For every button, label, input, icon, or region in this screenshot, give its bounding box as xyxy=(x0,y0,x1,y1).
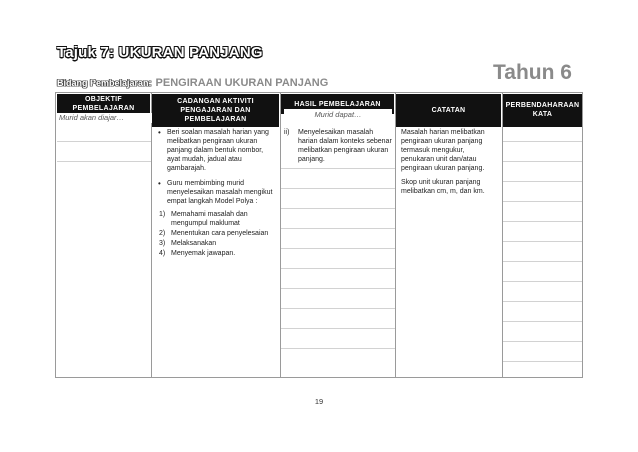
row-rule xyxy=(281,228,395,229)
header-activities-line2: PENGAJARAN DAN xyxy=(180,107,251,114)
polya-step xyxy=(157,210,275,228)
header-objective-line2: PEMBELAJARAN xyxy=(72,105,135,112)
column-divider xyxy=(395,93,396,377)
row-rule xyxy=(503,321,582,322)
row-rule xyxy=(503,221,582,222)
header-vocabulary xyxy=(503,94,582,127)
row-rule xyxy=(503,161,582,162)
polya-step-number: 1) xyxy=(159,211,166,218)
polya-step-text: Melaksanakan xyxy=(171,240,217,247)
header-vocabulary-line1: PERBENDAHARAAN xyxy=(505,102,580,109)
note-item: Masalah harian melibatkan pengiraan ukuran panjang termasuk mengukur, penukaran unit dan/atau pengiraan ukuran panjang. xyxy=(401,129,485,172)
column-divider xyxy=(151,93,152,377)
row-rule xyxy=(281,248,395,249)
outcome-text: Menyelesaikan masalah harian dalam konteks sebenar melibatkan pengiraan ukuran panjang. xyxy=(298,129,392,163)
header-activities-line1: CADANGAN AKTIVITI xyxy=(177,98,254,105)
polya-step-text: Menyemak jawapan. xyxy=(171,250,236,257)
polya-step xyxy=(157,229,275,238)
row-rule xyxy=(281,208,395,209)
row-rule xyxy=(503,141,582,142)
row-rule xyxy=(281,288,395,289)
learning-area-value: PENGIRAAN UKURAN PANJANG xyxy=(155,77,329,89)
row-rule xyxy=(57,141,151,142)
note-item: Skop unit ukuran panjang melibatkan cm, m, dan km. xyxy=(401,179,485,195)
outcome-number: ii) xyxy=(284,129,290,136)
row-rule xyxy=(281,188,395,189)
learning-area xyxy=(57,73,328,91)
row-rule xyxy=(281,308,395,309)
polya-steps xyxy=(157,210,275,258)
header-vocabulary-line2: KATA xyxy=(532,111,553,118)
polya-step-text: Memahami masalah dan mengumpul maklumat xyxy=(171,211,248,227)
topic-title: Tajuk 7: UKURAN PANJANG xyxy=(57,44,263,61)
header-objective-line1: OBJEKTIF xyxy=(84,96,122,103)
row-rule xyxy=(281,268,395,269)
row-rule xyxy=(503,181,582,182)
row-rule xyxy=(281,348,395,349)
header-objective xyxy=(57,94,150,113)
row-rule xyxy=(57,161,151,162)
activity-item: • Guru membimbing murid menyelesaikan masalah mengikut empat langkah Model Polya : xyxy=(157,179,275,206)
year-label: Tahun 6 xyxy=(493,61,572,84)
header-outcome: HASIL PEMBELAJARAN xyxy=(281,94,394,114)
column-divider xyxy=(280,93,281,377)
header-notes: CATATAN xyxy=(396,94,501,127)
activity-item: • Beri soalan masalah harian yang melibatkan pengiraan ukuran panjang dalam bentuk nombor, ayat mudah, jadual atau gambarajah. xyxy=(157,128,275,173)
polya-step xyxy=(157,239,275,248)
page-number: 19 xyxy=(314,397,324,406)
polya-step-number: 4) xyxy=(159,250,166,257)
row-rule xyxy=(503,281,582,282)
row-rule xyxy=(281,328,395,329)
header-objective-sub: Murid akan diajar… xyxy=(57,113,152,123)
header-outcome-sub: Murid dapat… xyxy=(284,109,392,120)
row-rule xyxy=(503,341,582,342)
row-rule xyxy=(503,261,582,262)
polya-step-number: 3) xyxy=(159,240,166,247)
activities-content xyxy=(157,128,275,258)
row-rule xyxy=(503,201,582,202)
row-rule xyxy=(281,168,395,169)
curriculum-table xyxy=(55,92,583,378)
row-rule xyxy=(503,361,582,362)
header-activities-line3: PEMBELAJARAN xyxy=(184,116,247,123)
row-rule xyxy=(503,241,582,242)
polya-step xyxy=(157,249,275,258)
polya-step-number: 2) xyxy=(159,230,166,237)
column-divider xyxy=(502,93,503,377)
outcome-content xyxy=(284,128,392,164)
header-activities xyxy=(152,94,279,127)
row-rule xyxy=(503,301,582,302)
notes-content xyxy=(401,128,498,196)
learning-area-label: Bidang Pembelajaran: xyxy=(57,78,152,88)
polya-step-text: Menentukan cara penyelesaian xyxy=(171,230,269,237)
